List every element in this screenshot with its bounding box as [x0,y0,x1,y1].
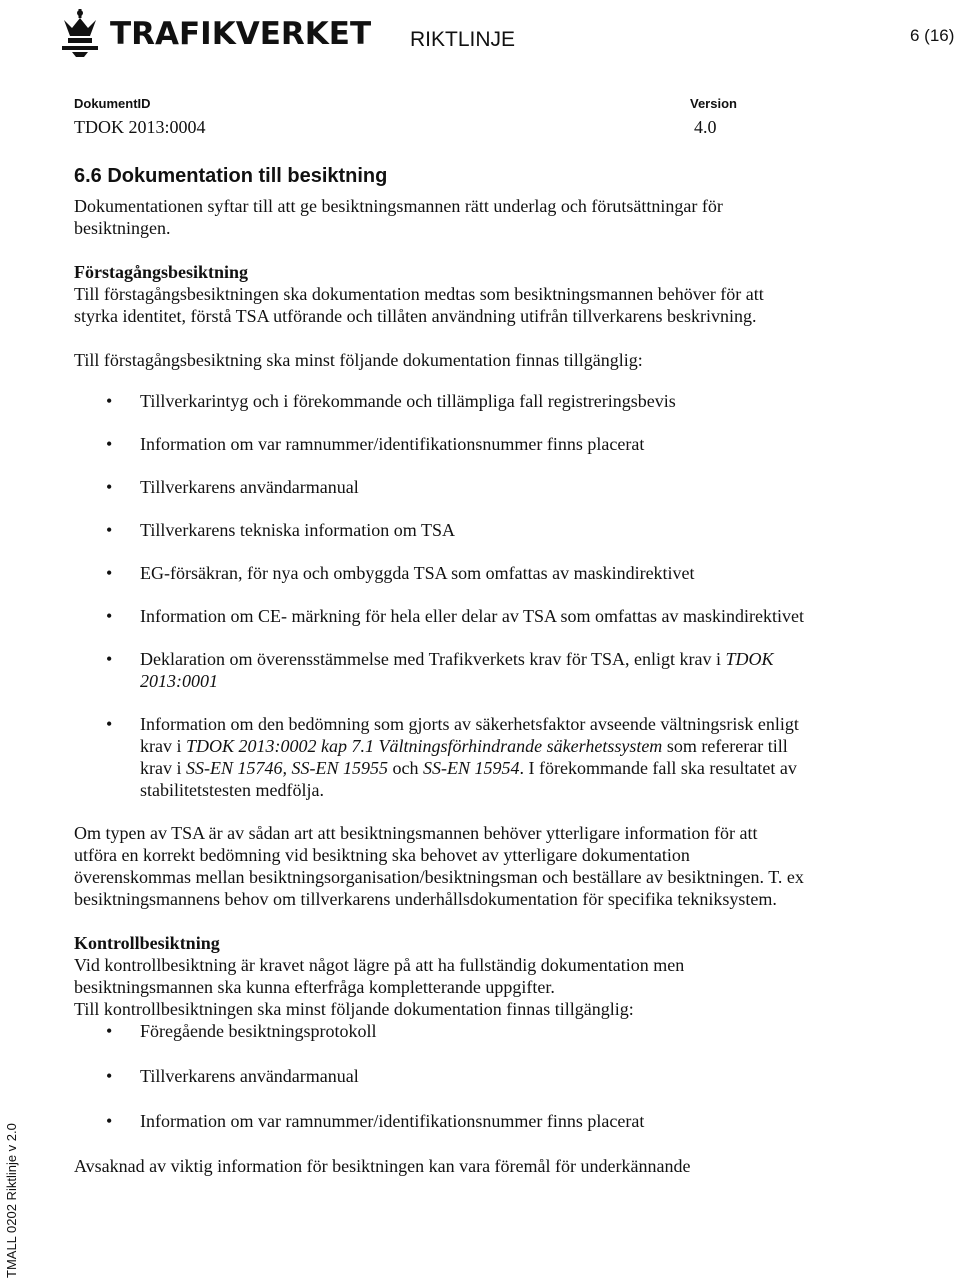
list-item: • Tillverkarens tekniska information om TSA [74,519,804,541]
control-inspection-paragraph: Vid kontrollbesiktning är kravet något lägre på att ha fullständig dokumentation men besiktningsmannen ska kunna efterfråga kompletterande uppgifter. [74,955,685,997]
version-label: Version [690,96,737,111]
list-item: • Tillverkarens användarmanual [74,1065,804,1087]
item-text: som refererar till krav i [140,736,788,778]
item-text: och [392,758,419,778]
list-item: • Information om CE- märkning för hela eller delar av TSA som omfattas av maskindirektivet [74,605,804,627]
version-value: 4.0 [694,117,717,137]
document-id: TDOK 2013:0004 [74,117,206,137]
item-text: Deklaration om överensstämmelse med Trafikverkets krav för TSA, enligt krav i [140,649,722,669]
item-text: . I förekommande fall ska resultatet av stabilitetstesten medfölja. [140,758,797,800]
control-inspection-heading: Kontrollbesiktning [74,933,220,953]
list-item [74,713,804,801]
list-item [74,648,804,692]
document-id-label: DokumentID [74,96,151,111]
section-title: 6.6 Dokumentation till besiktning [74,165,388,187]
trafikverket-logo [58,6,372,58]
reference-link: TDOK 2013:0002 kap 7.1 Vältningsförhindrande säkerhetssystem [185,736,663,756]
reference-link: SS-EN 15954 [422,758,520,778]
logo-wordmark: TRAFIKVERKET [110,16,372,52]
list-item: • Information om var ramnummer/identifikationsnummer finns placerat [74,433,804,455]
document-type: RIKTLINJE [410,28,516,51]
first-inspection-heading: Förstagångsbesiktning [74,262,249,282]
first-inspection-closing: Om typen av TSA är av sådan art att besiktningsmannen behöver ytterligare information för att utföra en korrekt bedömning vid besiktning ska behovet av ytterligare dokumentation överenskommas mellan besiktningsorganisation/besiktningsman och beställare av besiktningen. T. ex besiktningsmannens behov om tillverkarens underhållsdokumentation för specifika tekniksystem. [74,823,804,909]
control-inspection-closing: Avsaknad av viktig information för besiktningen kan vara föremål för underkännande [74,1156,691,1176]
list-item: • Information om var ramnummer/identifikationsnummer finns placerat [74,1110,804,1132]
first-inspection-paragraph: Till förstagångsbesiktningen ska dokumentation medtas som besiktningsmannen behöver för att styrka identitet, förstå TSA utförande och tillåten användning utifrån tillverkarens beskrivning. [74,284,764,326]
first-inspection-list-intro: Till förstagångsbesiktning ska minst följande dokumentation finnas tillgänglig: [74,350,643,370]
page-number: 6 (16) [910,26,955,45]
template-label: TMALL 0202 Riktlinje v 2.0 [4,1123,19,1278]
first-inspection-list [74,390,804,801]
list-item: • Tillverkarens användarmanual [74,476,804,498]
list-item: • EG-försäkran, för nya och ombyggda TSA som omfattas av maskindirektivet [74,562,804,584]
section-intro: Dokumentationen syftar till att ge besiktningsmannen rätt underlag och förutsättningar för besiktningen. [74,196,723,238]
reference-link: TDOK 2013:0001 [140,649,774,691]
control-inspection-list-intro: Till kontrollbesiktningen ska minst följande dokumentation finnas tillgänglig: [74,999,634,1019]
item-text: Information om den bedömning som gjorts av säkerhetsfaktor avseende vältningsrisk enligt krav i [140,714,799,756]
document-body [74,163,804,1177]
list-item: • Tillverkarintyg och i förekommande och tillämpliga fall registreringsbevis [74,390,804,412]
list-item: • Föregående besiktningsprotokoll [74,1020,804,1042]
control-inspection-list [74,1020,804,1132]
reference-link: SS-EN 15746, SS-EN 15955 [185,758,388,778]
